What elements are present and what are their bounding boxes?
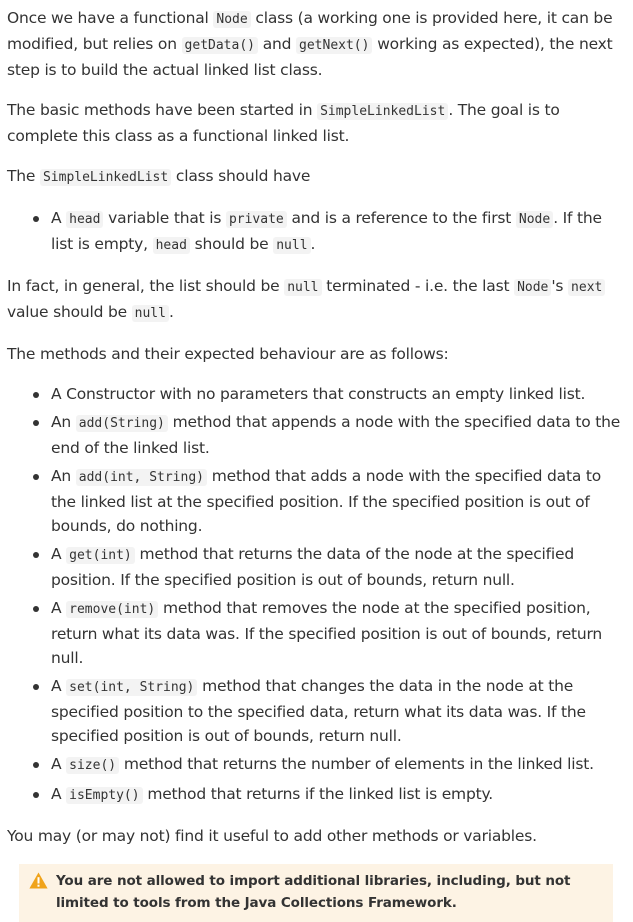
text: You may (or may not) find it useful to add other methods or variables. [7, 827, 537, 845]
inline-code: private [226, 211, 287, 228]
inline-code: set(int, String) [66, 679, 197, 696]
warning-callout [19, 864, 613, 922]
text: A [51, 755, 67, 773]
method-item-add-at [51, 464, 623, 538]
text: An [51, 413, 76, 431]
class-should-have-paragraph [7, 164, 623, 190]
inline-code: add(int, String) [76, 469, 207, 486]
inline-code: isEmpty() [66, 787, 142, 804]
inline-code: add(String) [76, 415, 168, 432]
method-item-add [51, 410, 623, 460]
text: should be [189, 235, 274, 253]
inline-code: Node [213, 11, 250, 28]
method-item-constructor [51, 382, 623, 406]
method-item-remove [51, 596, 623, 670]
inline-code: getData() [182, 37, 258, 54]
text: class (a working one is provided here, it can be modified, but relies on [7, 9, 613, 53]
text: working as expected), the next step is to build the actual linked list class. [7, 35, 613, 79]
text: The [7, 167, 40, 185]
text: A [51, 545, 67, 563]
text: A [51, 677, 67, 695]
inline-code: SimpleLinkedList [40, 169, 171, 186]
text: method that adds a node with the specified data to the linked list at the specified position. If the specified position is out of bounds, do nothing. [51, 467, 602, 535]
methods-intro-paragraph [7, 342, 623, 366]
inline-code: null [284, 279, 321, 296]
text: class should have [171, 167, 311, 185]
text: A Constructor with no parameters that constructs an empty linked list. [51, 385, 586, 403]
text: and is a reference to the first [286, 209, 516, 227]
text: method that changes the data in the node at the specified position to the specified data, return what its data was. If the specified position is out of bounds, return null. [51, 677, 586, 745]
basic-methods-paragraph [7, 98, 623, 148]
inline-code: getNext() [296, 37, 372, 54]
text: method that returns the data of the node at the specified position. If the specified position is out of bounds, return null. [51, 545, 575, 589]
method-item-get [51, 542, 623, 592]
inline-code: head [153, 237, 190, 254]
text: terminated - i.e. the last [321, 277, 515, 295]
text: method that returns if the linked list is empty. [142, 785, 493, 803]
text: . [310, 235, 316, 253]
inline-code: get(int) [66, 547, 135, 564]
text: and [258, 35, 297, 53]
method-item-is-empty [51, 782, 623, 808]
text: A [51, 599, 67, 617]
text: . [168, 303, 174, 321]
text: method that returns the number of elements in the linked list. [119, 755, 594, 773]
text: variable that is [103, 209, 226, 227]
null-terminated-paragraph [7, 274, 623, 326]
requirements-list [7, 206, 623, 258]
warning-text: You are not allowed to import additional libraries, including, but not limited to tools from the Java Collections Framework. [56, 873, 571, 911]
inline-code: head [66, 211, 103, 228]
closing-paragraph [7, 824, 623, 848]
text: Once we have a functional [7, 9, 214, 27]
text: A [51, 209, 67, 227]
text: method that appends a node with the specified data to the end of the linked list. [51, 413, 621, 457]
inline-code: Node [514, 279, 551, 296]
warning-triangle-icon [29, 872, 48, 889]
method-item-size [51, 752, 623, 778]
inline-code: null [273, 237, 310, 254]
inline-code: null [132, 305, 169, 322]
text: A [51, 785, 67, 803]
methods-list [7, 382, 623, 808]
text: An [51, 467, 76, 485]
text: The basic methods have been started in [7, 101, 318, 119]
text: value should be [7, 303, 132, 321]
text: . If the list is empty, [51, 209, 602, 253]
inline-code: Node [516, 211, 553, 228]
text: 's [551, 277, 569, 295]
text: In fact, in general, the list should be [7, 277, 285, 295]
text: method that removes the node at the specified position, return what its data was. If the specified position is out of bounds, return null. [51, 599, 603, 667]
text: The methods and their expected behaviour are as follows: [7, 345, 449, 363]
inline-code: remove(int) [66, 601, 158, 618]
inline-code: SimpleLinkedList [317, 103, 448, 120]
intro-paragraph [7, 6, 623, 82]
list-item [51, 206, 623, 258]
inline-code: next [568, 279, 605, 296]
method-item-set [51, 674, 623, 748]
inline-code: size() [66, 757, 119, 774]
text: . The goal is to complete this class as a functional linked list. [7, 101, 560, 145]
